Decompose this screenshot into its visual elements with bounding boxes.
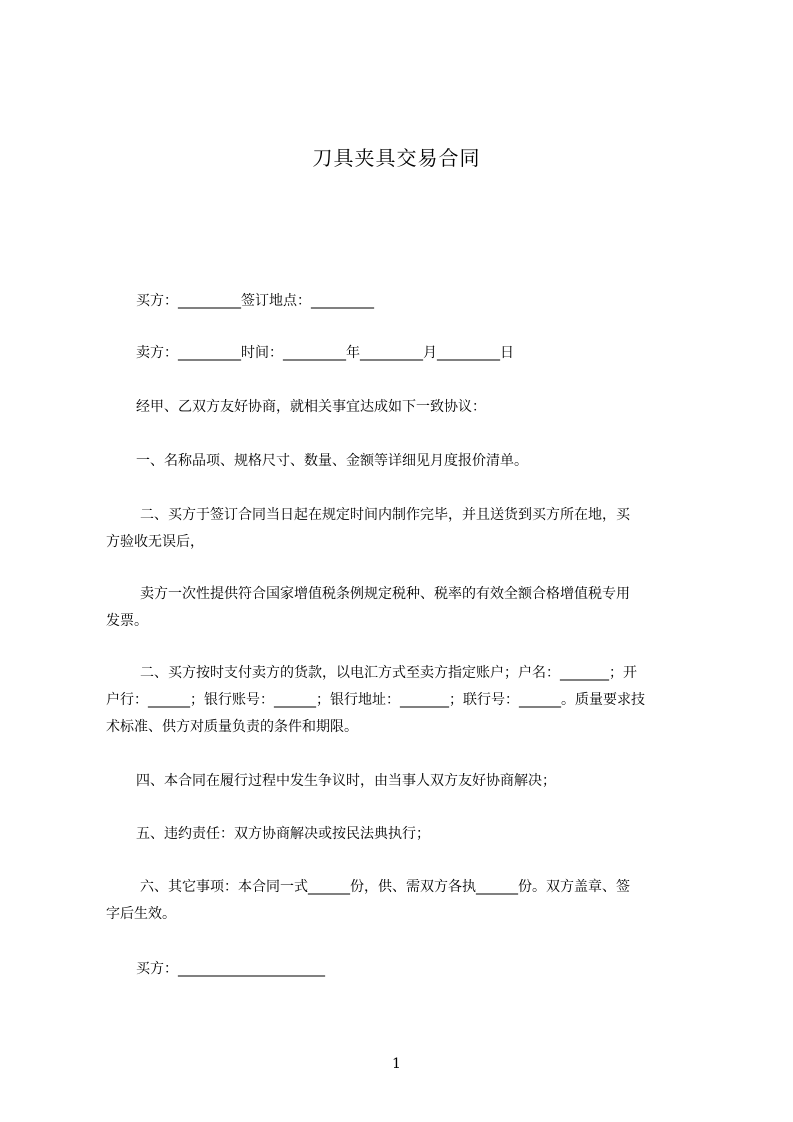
clause-2a-line-1: 二、买方于签订合同当日起在规定时间内制作完毕，并且送货到买方所在地，买 [140, 507, 630, 523]
buyer-signature-line: 买方：_____________________ [136, 961, 325, 977]
clause-5: 五、违约责任：双方协商解决或按民法典执行； [136, 826, 430, 842]
document-title: 刀具夹具交易合同 [312, 146, 481, 170]
intro-text: 经甲、乙双方友好协商，就相关事宜达成如下一致协议： [136, 399, 486, 415]
clause-2b-line-2: 发票。 [106, 613, 148, 629]
clause-1: 一、名称品项、规格尺寸、数量、金额等详细见月度报价清单。 [136, 453, 528, 469]
clause-3-line-3: 术标准、供方对质量负责的条件和期限。 [106, 719, 358, 735]
clause-2b-line-1: 卖方一次性提供符合国家增值税条例规定税种、税率的有效全额合格增值税专用 [140, 586, 630, 602]
clause-3-line-1: 二、买方按时支付卖方的货款，以电汇方式至卖方指定账户；户名：_______；开 [140, 665, 637, 681]
clause-6-line-2: 字后生效。 [106, 906, 176, 922]
buyer-place-line: 买方：_________签订地点：_________ [136, 293, 374, 309]
clause-2a-line-2: 方验收无误后， [106, 534, 204, 550]
page-number: 1 [392, 1056, 401, 1072]
clause-6-line-1: 六、其它事项：本合同一式______份，供、需双方各执______份。双方盖章、签 [140, 879, 630, 895]
clause-3-line-2: 户行：______；银行账号：______；银行地址：_______；联行号：______。质量要求技 [106, 692, 645, 708]
clause-4: 四、本合同在履行过程中发生争议时，由当事人双方友好协商解决； [136, 773, 556, 789]
seller-time-line: 卖方：_________时间：_________年_________月_________日 [136, 345, 514, 361]
